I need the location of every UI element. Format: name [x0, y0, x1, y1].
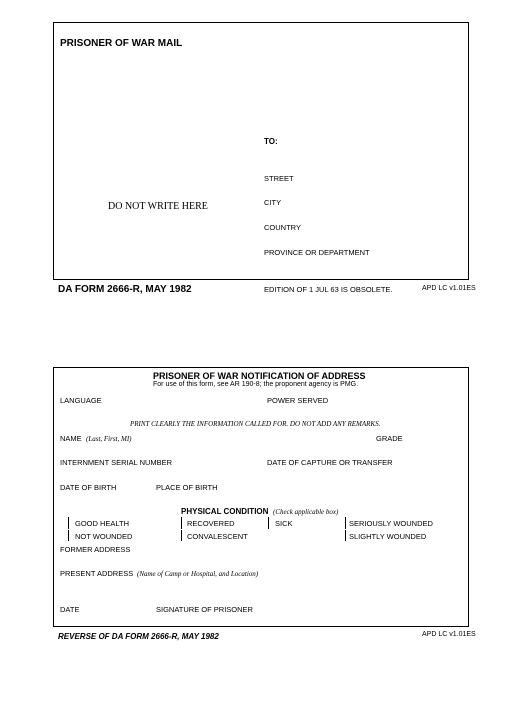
front-card: [53, 22, 469, 280]
back-version: APD LC v1.01ES: [422, 631, 476, 638]
serial-number-label: INTERNMENT SERIAL NUMBER: [60, 458, 173, 467]
former-address-label: FORMER ADDRESS: [60, 545, 131, 554]
print-instruction: PRINT CLEARLY THE INFORMATION CALLED FOR. DO NOT ADD ANY REMARKS.: [130, 420, 381, 428]
front-form-id: DA FORM 2666-R, MAY 1982: [58, 284, 192, 295]
checkbox-recovered[interactable]: [181, 517, 182, 529]
checkbox-good-health[interactable]: [68, 517, 69, 529]
physical-condition-label: PHYSICAL CONDITION: [181, 507, 269, 516]
recovered-option: RECOVERED: [187, 519, 235, 528]
front-version: APD LC v1.01ES: [422, 285, 476, 292]
capture-date-label: DATE OF CAPTURE OR TRANSFER: [267, 458, 393, 467]
edition-note: EDITION OF 1 JUL 63 IS OBSOLETE.: [264, 285, 393, 294]
back-subtitle: For use of this form, see AR 190-8; the proponent agency is PMG.: [153, 381, 359, 388]
physical-condition-hint: (Check applicable box): [273, 508, 339, 516]
street-label: STREET: [264, 174, 294, 183]
place-of-birth-label: PLACE OF BIRTH: [156, 483, 218, 492]
province-label: PROVINCE OR DEPARTMENT: [264, 248, 370, 257]
checkbox-seriously-wounded[interactable]: [345, 517, 346, 529]
power-served-label: POWER SERVED: [267, 396, 329, 405]
checkbox-sick[interactable]: [268, 517, 269, 529]
name-hint: (Last, First, MI): [86, 435, 132, 443]
date-of-birth-label: DATE OF BIRTH: [60, 483, 117, 492]
slightly-wounded-option: SLIGHTLY WOUNDED: [349, 532, 427, 541]
country-label: COUNTRY: [264, 223, 301, 232]
do-not-write-notice: DO NOT WRITE HERE: [108, 201, 208, 212]
signature-label: SIGNATURE OF PRISONER: [156, 605, 253, 614]
date-label: DATE: [60, 605, 80, 614]
city-label: CITY: [264, 198, 282, 207]
convalescent-option: CONVALESCENT: [187, 532, 248, 541]
seriously-wounded-option: SERIOUSLY WOUNDED: [349, 519, 433, 528]
checkbox-slightly-wounded[interactable]: [345, 530, 346, 541]
back-title: PRISONER OF WAR NOTIFICATION OF ADDRESS: [153, 371, 366, 381]
to-label: TO:: [264, 137, 278, 146]
front-title: PRISONER OF WAR MAIL: [60, 38, 183, 49]
present-address-label: PRESENT ADDRESS: [60, 569, 134, 578]
back-form-id: REVERSE OF DA FORM 2666-R, MAY 1982: [58, 632, 219, 641]
grade-label: GRADE: [376, 434, 403, 443]
language-label: LANGUAGE: [60, 396, 102, 405]
back-card: [53, 367, 469, 627]
name-label: NAME: [60, 434, 82, 443]
not-wounded-option: NOT WOUNDED: [75, 532, 133, 541]
checkbox-convalescent[interactable]: [181, 530, 182, 541]
good-health-option: GOOD HEALTH: [75, 519, 130, 528]
present-address-hint: (Name of Camp or Hospital, and Location): [137, 570, 259, 578]
checkbox-not-wounded[interactable]: [68, 530, 69, 541]
sick-option: SICK: [275, 519, 293, 528]
